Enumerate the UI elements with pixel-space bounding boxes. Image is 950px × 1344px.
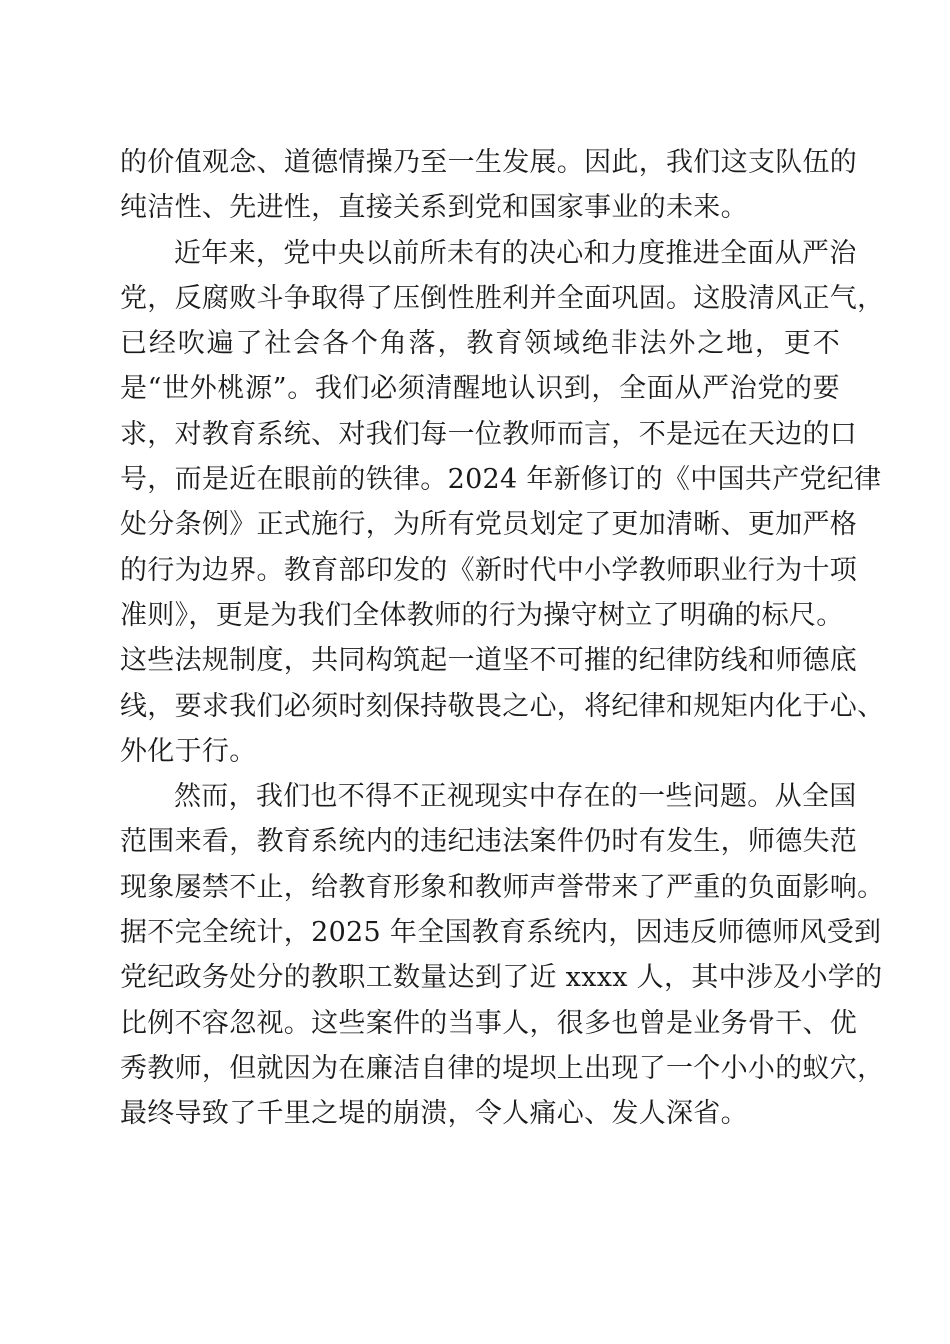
text-line: 范围来看，教育系统内的违纪违法案件仍时有发生，师德失范 xyxy=(120,826,858,858)
text-line: 近年来，党中央以前所未有的决心和力度推进全面从严治 xyxy=(174,237,857,269)
text-line: 党，反腐败斗争取得了压倒性胜利并全面巩固。这股清风正气， xyxy=(120,282,885,314)
text-line: 据不完全统计，2025 年全国教育系统内，因违反师德师风受到 xyxy=(120,917,882,949)
text-line: 准则》，更是为我们全体教师的行为操守树立了明确的标尺。 xyxy=(120,599,844,631)
text-line: 线，要求我们必须时刻保持敬畏之心，将纪律和规矩内化于心、 xyxy=(120,690,885,722)
text-line: 求，对教育系统、对我们每一位教师而言，不是远在天边的口 xyxy=(120,418,858,450)
text-line: 现象屡禁不止，给教育形象和教师声誉带来了严重的负面影响。 xyxy=(120,871,885,903)
text-line: 号，而是近在眼前的铁律。2024 年新修订的《中国共产党纪律 xyxy=(120,464,882,496)
text-line: 然而，我们也不得不正视现实中存在的一些问题。从全国 xyxy=(174,781,857,813)
text-line: 的行为边界。教育部印发的《新时代中小学教师职业行为十项 xyxy=(120,554,858,586)
text-line: 秀教师，但就因为在廉洁自律的堤坝上出现了一个小小的蚁穴， xyxy=(120,1052,885,1084)
text-line: 党纪政务处分的教职工数量达到了近 xxxx 人，其中涉及小学的 xyxy=(120,962,883,994)
text-line: 最终导致了千里之堤的崩溃，令人痛心、发人深省。 xyxy=(120,1098,748,1130)
text-line: 处分条例》正式施行，为所有党员划定了更加清晰、更加严格 xyxy=(120,509,858,541)
document-body xyxy=(120,140,885,1137)
text-line: 纯洁性、先进性，直接关系到党和国家事业的未来。 xyxy=(120,192,748,224)
text-line: 这些法规制度，共同构筑起一道坚不可摧的纪律防线和师德底 xyxy=(120,645,858,677)
text-line: 是“世外桃源”。我们必须清醒地认识到，全面从严治党的要 xyxy=(120,373,840,405)
text-line: 外化于行。 xyxy=(120,735,257,767)
text-line: 已经吹遍了社会各个角落，教育领域绝非法外之地，更不 xyxy=(120,328,840,360)
text-line: 比例不容忽视。这些案件的当事人，很多也曾是业务骨干、优 xyxy=(120,1007,858,1039)
text-line: 的价值观念、道德情操乃至一生发展。因此，我们这支队伍的 xyxy=(120,147,858,178)
